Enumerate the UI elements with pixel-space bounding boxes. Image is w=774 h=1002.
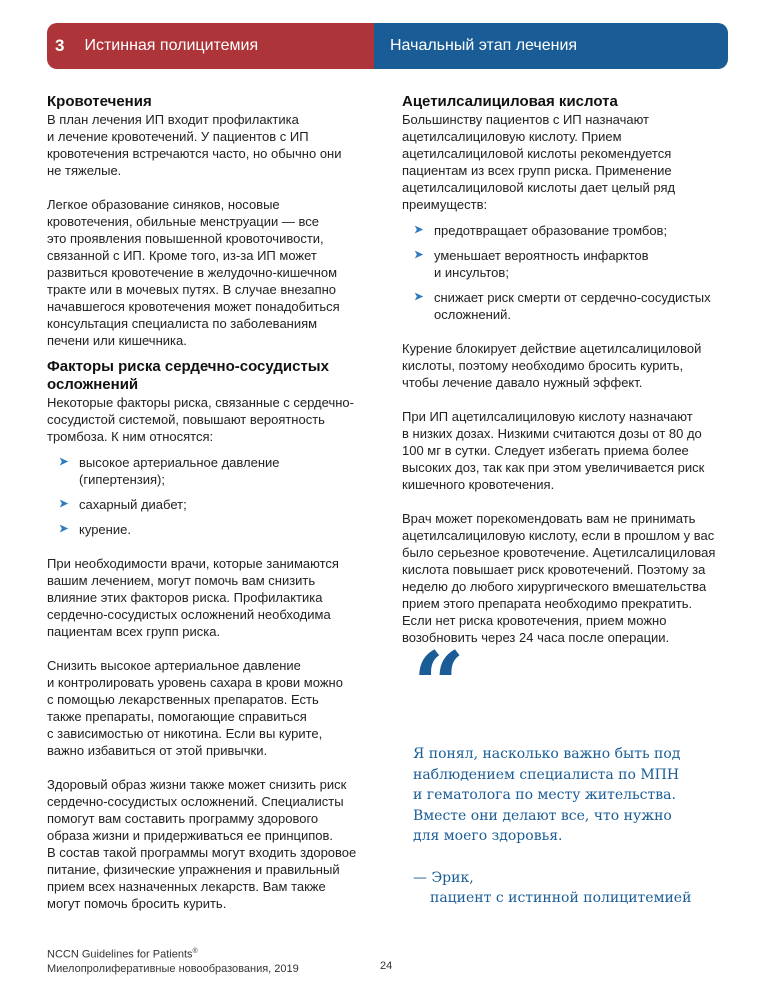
quote-mark-icon: “ bbox=[413, 632, 465, 738]
registered-mark: ® bbox=[192, 948, 198, 955]
list-item: ➤ уменьшает вероятность инфарктов и инсультов; bbox=[414, 248, 649, 280]
chapter-number: 3 bbox=[55, 36, 65, 55]
list-item: ➤ высокое артериальное давление (гипертензия); bbox=[59, 455, 280, 487]
aspirin-benefits-list bbox=[402, 222, 732, 323]
list-item: ➤ курение. bbox=[59, 522, 131, 537]
aspirin-intro: Большинству пациентов с ИП назначают ацетилсалициловую кислоту. Прием ацетилсалициловой кислоты рекомендуется пациентам из всех групп риска. Применение ацетилсалициловой кислоты дает целый ряд преимуществ: bbox=[402, 112, 676, 212]
page-footer bbox=[47, 945, 299, 976]
smoking-paragraph: Курение блокирует действие ацетилсалициловой кислоты, поэтому необходимо бросить курить, чтобы лечение давало нужный эффект. bbox=[402, 341, 702, 390]
aspirin-heading: Ацетилсалициловая кислота bbox=[402, 93, 618, 110]
footer-guidelines: NCCN Guidelines for Patients bbox=[47, 948, 193, 961]
risk-factors-list bbox=[47, 454, 377, 538]
chevron-right-icon: ➤ bbox=[59, 456, 69, 468]
list-item: ➤ сахарный диабет; bbox=[59, 497, 187, 512]
page-number: 24 bbox=[380, 960, 393, 972]
chevron-right-icon: ➤ bbox=[414, 224, 424, 236]
chevron-right-icon: ➤ bbox=[414, 249, 424, 261]
quote-attribution bbox=[413, 868, 691, 908]
risk-factors-intro: Некоторые факторы риска, связанные с сердечно- сосудистой системой, повышают вероятность тромбоза. К ним относятся: bbox=[47, 395, 354, 444]
attribution-role: пациент с истинной полицитемией bbox=[430, 890, 692, 906]
chapter-title: Истинная полицитемия bbox=[84, 37, 259, 54]
dose-paragraph: При ИП ацетилсалициловую кислоту назначают в низких дозах. Низкими считаются дозы от 80 до 100 мг в сутки. Следует избегать приема более высоких доз, так как при этом увеличивается риск кишечного кровотечения. bbox=[402, 409, 705, 492]
attribution-name: — Эрик, bbox=[413, 870, 474, 886]
chevron-right-icon: ➤ bbox=[59, 498, 69, 510]
bleeding-paragraph-2: Легкое образование синяков, носовые кровотечения, обильные менструации — все это проявления повышенной кровоточивости, связанной с ИП. Кроме того, из-за ИП может развиться кровотечение в желудочно-кишечном тракте или в мочевых путях. В случае внезапно начавшегося кровотечения может понадобиться консультация специалиста по заболеваниям печени или кишечника. bbox=[47, 197, 340, 348]
chevron-right-icon: ➤ bbox=[59, 523, 69, 535]
right-column bbox=[402, 93, 732, 646]
patient-quote: Я понял, насколько важно быть под наблюдением специалиста по МПН и гематолога по месту жительства. Вместе они делают все, что нужно для моего здоровья. bbox=[413, 746, 681, 844]
page-header bbox=[47, 23, 728, 69]
left-column bbox=[47, 93, 377, 912]
lifestyle-paragraph: Здоровый образ жизни также может снизить риск сердечно-сосудистых осложнений. Специалисты помогут вам составить программу здорового образа жизни и придерживаться ее принципов. В состав такой программы могут входить здоровое питание, физические упражнения и правильный прием всех назначенных лекарств. Вам также могут помочь бросить курить. bbox=[47, 777, 357, 911]
surgery-paragraph: Врач может порекомендовать вам не принимать ацетилсалициловую кислоту, если в прошлом у вас было серьезное кровотечение. Ацетилсалициловая кислота повышает риск кровотечений. Поэтому за неделю до любого хирургического вмешательства прием этого препарата необходимо прекратить. Если нет риска кровотечения, прием можно возобновить через 24 часа после операции. bbox=[402, 511, 716, 645]
blood-pressure-paragraph: Снизить высокое артериальное давление и контролировать уровень сахара в крови можно с помощью лекарственных препаратов. Есть также препараты, помогающие справиться с зависимостью от никотина. Если вы курите, важно избавиться от этой привычки. bbox=[47, 658, 343, 758]
chapter-banner bbox=[47, 23, 374, 69]
doctors-paragraph: При необходимости врачи, которые занимаются вашим лечением, могут помочь вам снизить влияние этих факторов риска. Профилактика сердечно-сосудистых осложнений необходима пациентам всех групп риска. bbox=[47, 556, 339, 639]
section-banner bbox=[374, 23, 728, 69]
risk-factors-heading: Факторы риска сердечно-сосудистых осложнений bbox=[47, 358, 329, 393]
bleeding-heading: Кровотечения bbox=[47, 93, 152, 110]
list-item: ➤ снижает риск смерти от сердечно-сосудистых осложнений. bbox=[414, 290, 711, 322]
footer-title: Миелопролиферативные новообразования, 2019 bbox=[47, 962, 299, 975]
chevron-right-icon: ➤ bbox=[414, 291, 424, 303]
list-item: ➤ предотвращает образование тромбов; bbox=[414, 223, 668, 238]
section-title: Начальный этап лечения bbox=[390, 37, 578, 54]
bleeding-paragraph-1: В план лечения ИП входит профилактика и лечение кровотечений. У пациентов с ИП кровотечения встречаются часто, но обычно они не тяжелые. bbox=[47, 112, 342, 178]
